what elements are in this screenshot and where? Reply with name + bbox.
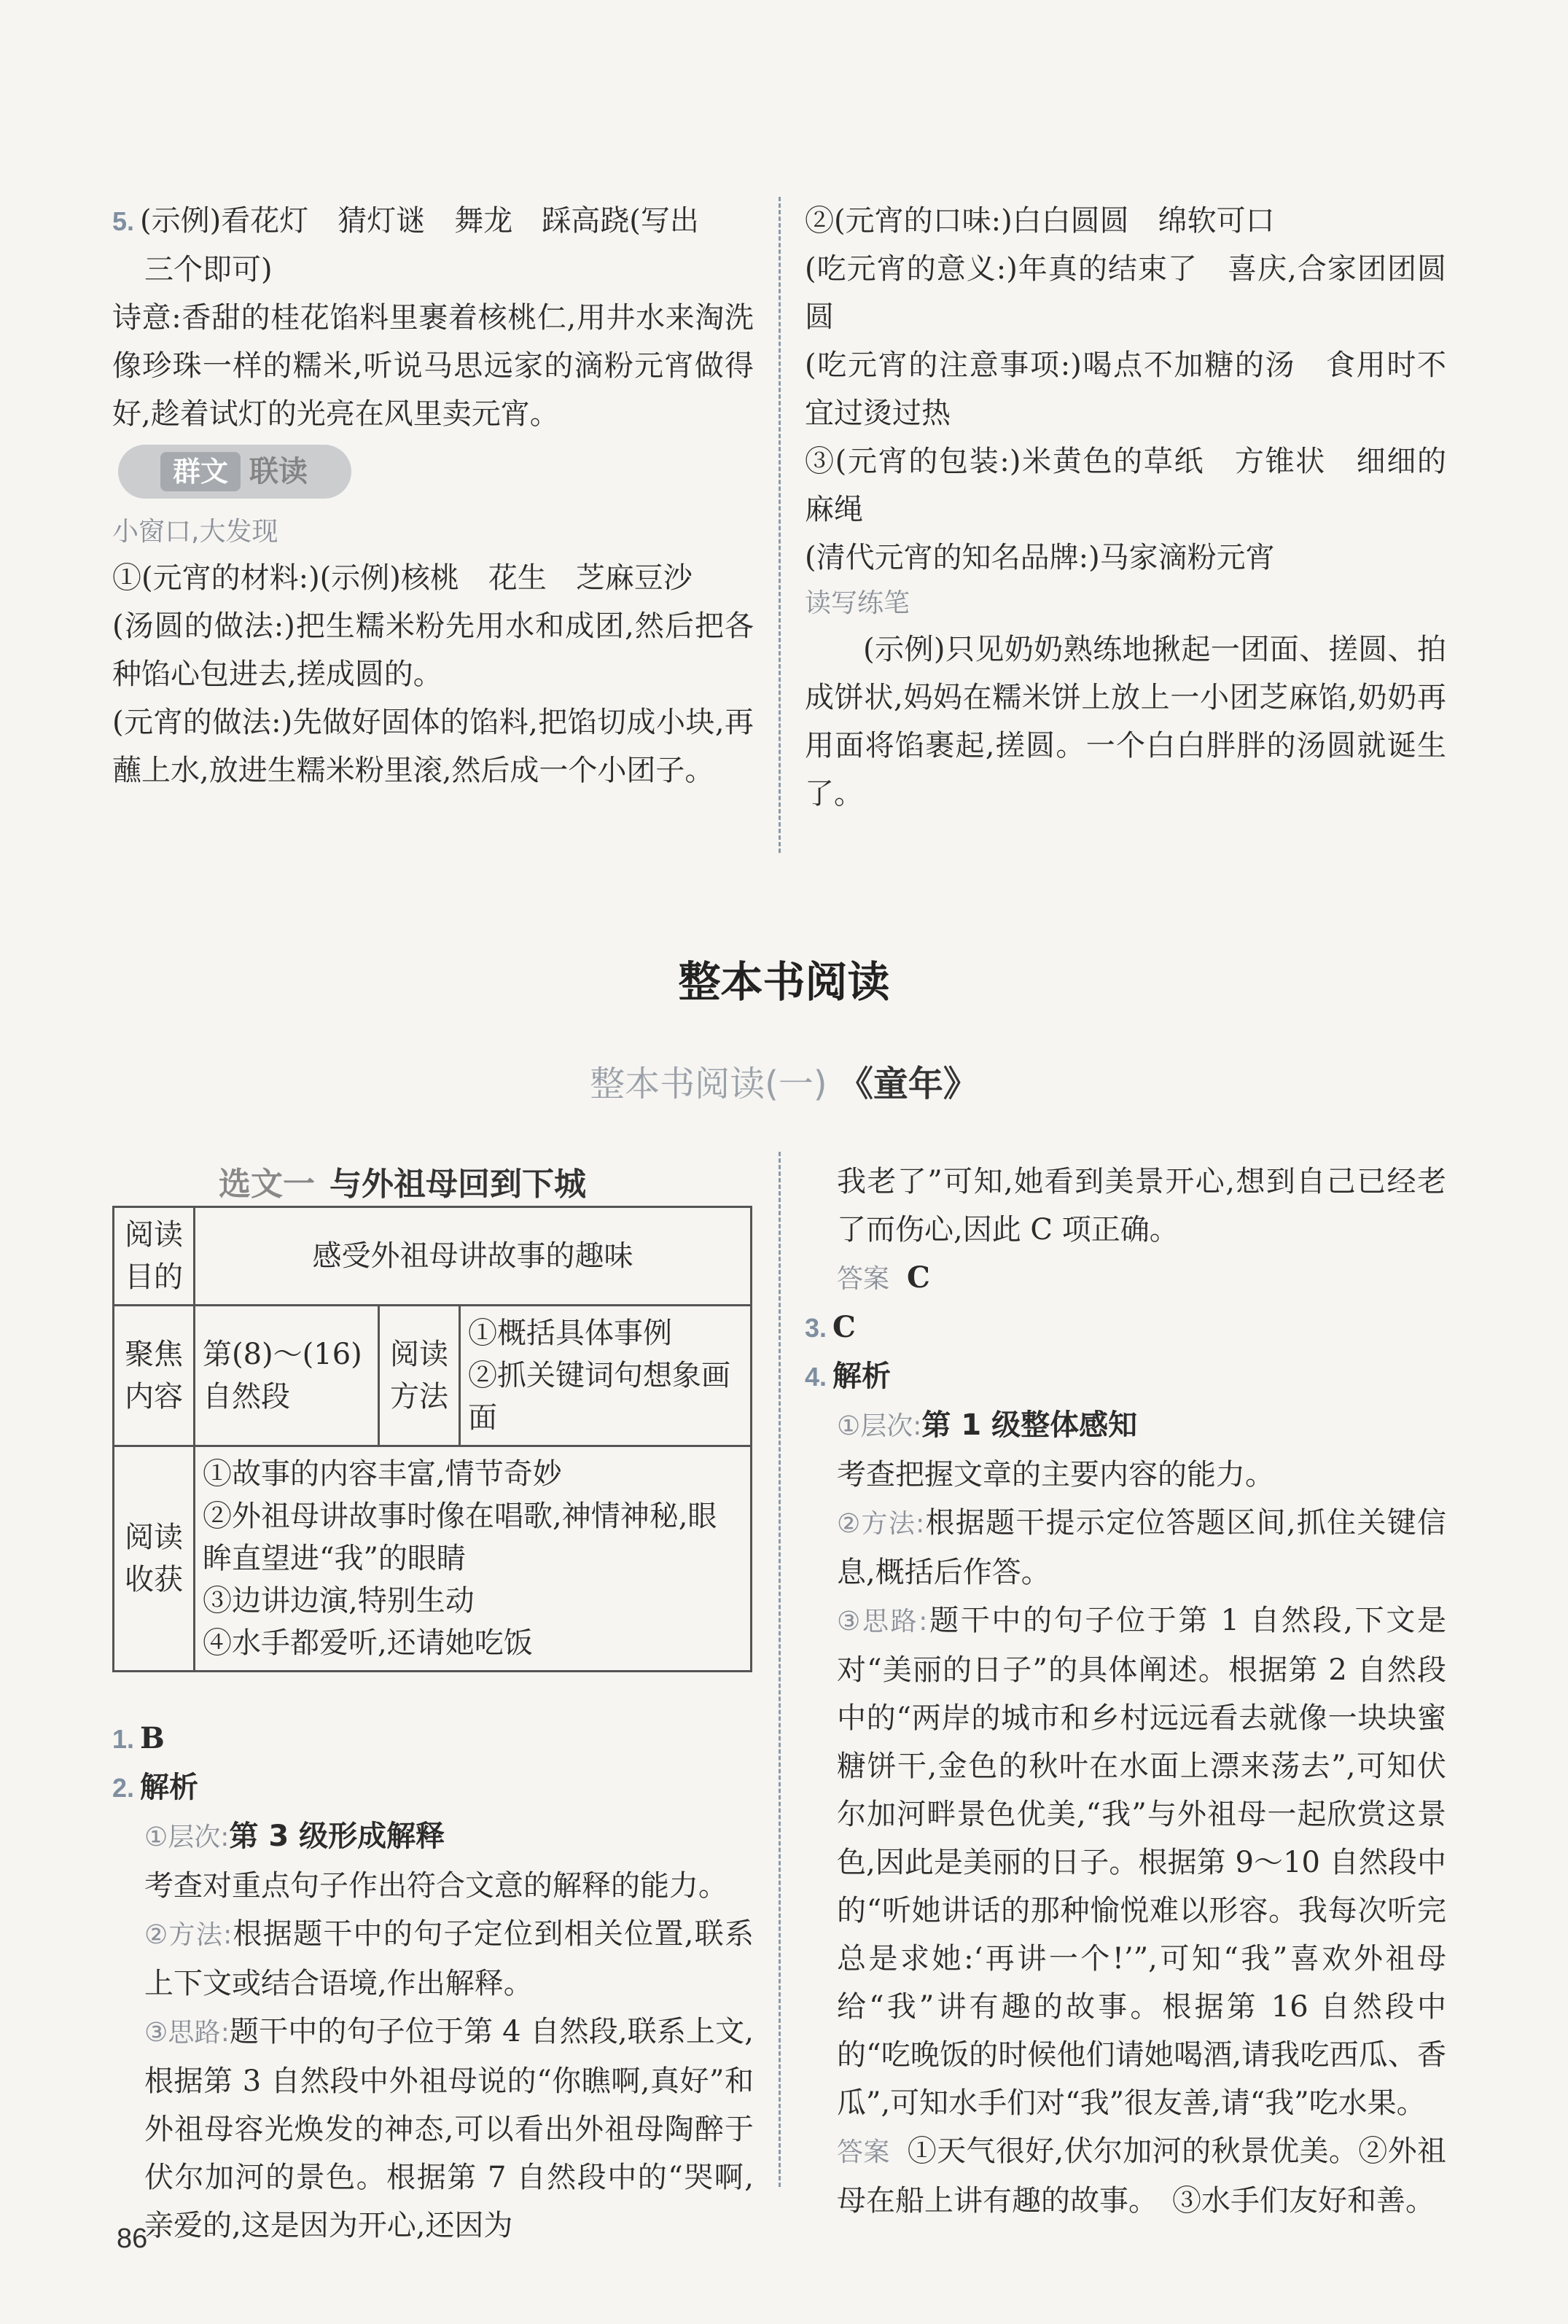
q5-line1: (示例)看花灯 猜灯谜 舞龙 踩高跷(写出: [140, 204, 699, 238]
gain-4: ④水手都爱听,还请她吃饭: [203, 1626, 533, 1660]
item-6: (吃元宵的注意事项:)喝点不加糖的汤 食用时不宜过烫过热: [805, 348, 1446, 430]
page-number: 86: [117, 2223, 148, 2254]
r-answer-line: [805, 2127, 1446, 2225]
left-column-bottom: [112, 1715, 754, 2250]
continuation: 我老了”可知,她看到美景开心,想到自己已经老了而伤心,因此 C 项正确。: [837, 1165, 1446, 1247]
item-2: (汤圆的做法:)把生糯米粉先用水和成团,然后把各种馅心包进去,搓成圆的。: [112, 609, 754, 691]
method-value: 根据题干中的句子定位到相关位置,联系上下文或结合语境,作出解释。: [144, 1917, 754, 2000]
method-label: 阅读方法: [379, 1306, 460, 1446]
r-idea-line: [805, 1596, 1446, 2127]
r-idea-label: ③思路:: [837, 1607, 928, 1637]
r-level-line: [805, 1401, 1446, 1451]
focus-label: 聚焦内容: [114, 1306, 195, 1446]
right-column-top: [805, 197, 1446, 818]
answer-2-line: [805, 1254, 1446, 1303]
answer-1: [112, 1715, 754, 1763]
answer-label: 答案: [837, 1264, 890, 1294]
idea-label: ③思路:: [144, 2018, 230, 2048]
r-level-label: ①层次:: [837, 1411, 922, 1441]
item-4: ②(元宵的口味:)白白圆圆 绵软可口: [805, 204, 1275, 238]
answer-1-value: B: [140, 1721, 165, 1755]
answer-2-number: 2.: [112, 1773, 135, 1803]
badge-reading-text: 联读: [249, 455, 308, 488]
answer-4: [805, 1352, 1446, 1401]
column-divider-top: [779, 197, 781, 853]
answer-2: [112, 1763, 754, 1812]
gain-label: 阅读收获: [114, 1446, 195, 1672]
answer-4-number: 4.: [805, 1362, 827, 1392]
gain-1: ①故事的内容丰富,情节奇妙: [203, 1457, 562, 1491]
idea-line: [112, 2008, 754, 2250]
reading-table: [112, 1206, 752, 1672]
method-values: [460, 1306, 752, 1446]
poem-meaning: 诗意:香甜的桂花馅料里裹着核桃仁,用井水来淘洗像珍珠一样的糯米,听说马思远家的滴粉元宵做得好,趁着试灯的光亮在风里卖元宵。: [112, 301, 754, 431]
gain-3: ③边讲边演,特别生动: [203, 1584, 475, 1618]
method-line: [112, 1910, 754, 2008]
item-1: ①(元宵的材料:)(示例)核桃 花生 芝麻豆沙: [112, 561, 693, 595]
r-method-value: 根据题干提示定位答题区间,抓住关键信息,概括后作答。: [837, 1506, 1447, 1589]
subtitle-prefix: 整本书阅读(一): [590, 1064, 827, 1104]
method-2: ②抓关键词句想象画面: [468, 1359, 730, 1435]
group-reading-badge: [118, 445, 351, 499]
r-method-line: [805, 1499, 1446, 1596]
gain-2: ②外祖母讲故事时像在唱歌,神情神秘,眼眸直望进“我”的眼睛: [203, 1500, 717, 1575]
left-column-top: [112, 197, 754, 438]
selection-prefix: 选文一: [219, 1166, 315, 1203]
subtitle-book: 《童年》: [838, 1064, 978, 1104]
answer-value: C: [907, 1260, 930, 1295]
goal-value: 感受外祖母讲故事的趣味: [195, 1207, 752, 1306]
level-line: [112, 1812, 754, 1862]
r-method-label: ②方法:: [837, 1509, 925, 1539]
item-3: (元宵的做法:)先做好固体的馅料,把馅切成小块,再蘸上水,放进生糯米粉里滚,然后成一个小团子。: [112, 706, 754, 787]
practice-label: 读写练笔: [805, 588, 910, 618]
right-column-bottom: [805, 1158, 1446, 2225]
level-desc: 考查对重点句子作出符合文意的解释的能力。: [144, 1869, 728, 1903]
q5-line2: 三个即可): [144, 253, 273, 286]
r-level-value: 第 1 级整体感知: [921, 1408, 1138, 1442]
item-7: ③(元宵的包装:)米黄色的草纸 方锥状 细细的麻绳: [805, 445, 1446, 526]
answer-1-number: 1.: [112, 1724, 135, 1754]
selection-name: 与外祖母回到下城: [329, 1166, 586, 1203]
section-title: 整本书阅读: [678, 957, 890, 1007]
question-5: [112, 197, 754, 246]
method-1: ①概括具体事例: [468, 1317, 672, 1350]
r-answer-value: ①天气很好,伏尔加河的秋景优美。②外祖母在船上讲有趣的故事。 ③水手们友好和善。: [837, 2134, 1446, 2218]
r-answer-label: 答案: [837, 2137, 890, 2167]
answer-3-value: C: [832, 1310, 856, 1344]
left-column-group-reading: [112, 510, 754, 795]
r-idea-value: 题干中的句子位于第 1 自然段,下文是对“美丽的日子”的具体阐述。根据第 2 自然段中的“两岸的城市和乡村远远看去就像一块块蜜糖饼干,金色的秋叶在水面上漂来荡去”,可知伏尔加河畔景色优美,“我”与外祖母一起欣赏这景色,因此是美丽的日子。根据第 9～10 自然段中的“听她讲话的那种愉悦难以形容。我每次听完总是求她:‘再讲一个!’”,可知“我”喜欢外祖母给“我”讲有趣的故事。根据第 16 自然段中的“吃晚饭的时候他们请她喝酒,请我吃西瓜、香瓜”,可知水手们对“我”很友善,请“我”吃水果。: [837, 1604, 1446, 2120]
column-divider-bottom: [779, 1152, 781, 2187]
focus-value: 第(8)～(16)自然段: [195, 1306, 379, 1446]
badge-group-text: 群文: [160, 452, 241, 491]
answer-2-title: 解析: [140, 1771, 199, 1804]
answer-3-number: 3.: [805, 1313, 827, 1343]
level-value: 第 3 级形成解释: [229, 1820, 445, 1853]
answer-4-title: 解析: [832, 1360, 892, 1393]
gain-values: [195, 1446, 752, 1672]
section-subtitle: [0, 1056, 1568, 1106]
item-5: (吃元宵的意义:)年真的结束了 喜庆,合家团团圆圆: [805, 252, 1446, 334]
item-8: (清代元宵的知名品牌:)马家滴粉元宵: [805, 541, 1275, 574]
practice-text: (示例)只见奶奶熟练地揪起一团面、搓圆、拍成饼状,妈妈在糯米饼上放上一小团芝麻馅,奶奶再用面将馅裹起,搓圆。一个白白胖胖的汤圆就诞生了。: [805, 633, 1446, 811]
question-number: 5.: [112, 206, 135, 236]
selection-title: [219, 1158, 586, 1204]
method-label: ②方法:: [144, 1920, 233, 1950]
window-label: 小窗口,大发现: [112, 517, 278, 547]
goal-label: 阅读目的: [114, 1207, 195, 1306]
idea-value: 题干中的句子位于第 4 自然段,联系上文,根据第 3 自然段中外祖母说的“你瞧啊,真好”和外祖母容光焕发的神态,可以看出外祖母陶醉于伏尔加河的景色。根据第 7 自然段中的“哭啊,亲爱的,这是因为开心,还因为: [144, 2015, 754, 2242]
answer-3: [805, 1303, 1446, 1352]
r-level-desc: 考查把握文章的主要内容的能力。: [837, 1458, 1274, 1492]
level-label: ①层次:: [144, 1822, 230, 1852]
